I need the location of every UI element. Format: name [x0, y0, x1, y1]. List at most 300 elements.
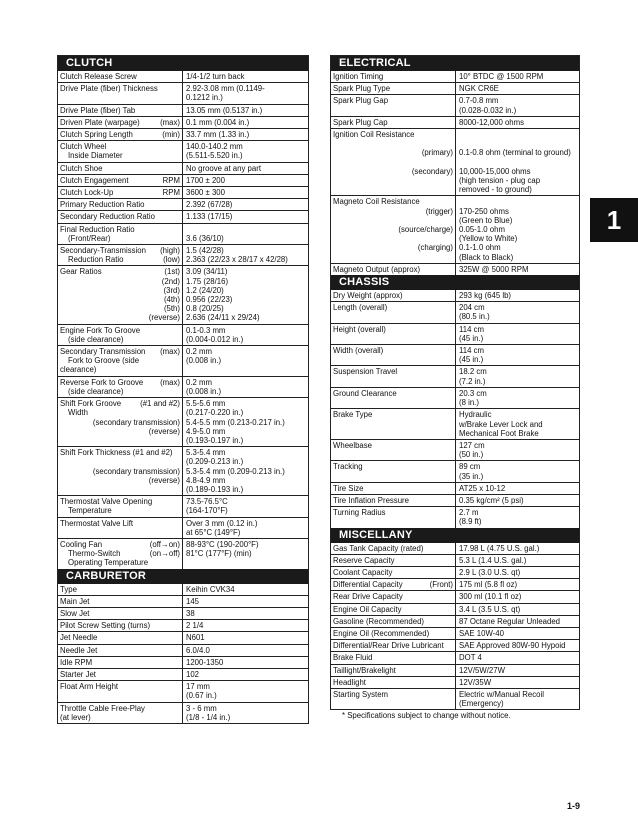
spec-label	[58, 129, 183, 140]
spec-label-text: Suspension Travel	[333, 367, 398, 377]
spec-value: 300 ml (10.1 fl oz)	[459, 592, 522, 602]
spec-label-text	[333, 139, 335, 148]
spec-label-line	[333, 130, 453, 139]
spec-label-qualifier: (5th)	[163, 304, 180, 314]
spec-value: 114 cm (45 in.)	[459, 346, 484, 365]
spec-label	[58, 703, 183, 723]
spec-label	[58, 681, 183, 701]
spec-label-qualifier: (reverse)	[148, 426, 180, 436]
spec-label-line	[60, 313, 180, 322]
spec-label	[58, 83, 183, 103]
page-number: 1-9	[567, 801, 581, 811]
spec-label-line	[60, 549, 180, 558]
spec-label-line	[60, 234, 180, 243]
spec-row	[58, 198, 308, 210]
spec-label-qualifier: (max)	[160, 347, 180, 357]
spec-value: 170-250 ohms (Green to Blue) 0.05-1.0 ohm (Yellow to White) 0.1-1.0 ohm (Black to Black)	[459, 206, 518, 262]
spec-label-qualifier: (low)	[163, 255, 180, 265]
spec-row	[58, 446, 308, 495]
spec-label-line	[333, 167, 453, 176]
spec-label-line	[60, 335, 180, 344]
spec-label-text: Thermo-Switch	[68, 549, 121, 559]
spec-label-line	[333, 367, 453, 376]
spec-label-line	[333, 508, 453, 517]
spec-label-text: Float Arm Height	[60, 682, 119, 692]
spec-label-text: Tracking	[333, 462, 363, 472]
spec-label	[331, 83, 456, 94]
section-header-miscellany	[331, 528, 579, 543]
spec-label-line	[333, 243, 453, 252]
spec-value: 38	[186, 608, 195, 618]
spec-label-text: Taillight/Brakelight	[333, 665, 396, 675]
spec-label-text: Thermostat Valve Lift	[60, 518, 134, 528]
spec-label-line	[333, 225, 453, 234]
spec-label	[58, 632, 183, 643]
spec-label-line	[60, 176, 180, 185]
spec-row	[331, 195, 579, 262]
spec-label-text	[333, 185, 335, 194]
spec-label	[58, 669, 183, 680]
spec-label-text: Height (overall)	[333, 324, 386, 334]
spec-label	[58, 187, 183, 198]
spec-row	[58, 607, 308, 619]
spec-label-line	[333, 678, 453, 687]
spec-label-line	[333, 234, 453, 243]
spec-label-line	[60, 378, 180, 387]
spec-value: 3 - 6 mm (1/8 - 1/4 in.)	[186, 703, 231, 722]
spec-label-line	[60, 164, 180, 173]
spec-row	[58, 376, 308, 397]
spec-label-text: Throttle Cable Free-Play	[60, 703, 145, 713]
spec-label	[58, 105, 183, 116]
spec-label-line	[60, 467, 180, 476]
spec-label	[331, 324, 456, 344]
spec-label-line	[60, 356, 180, 365]
spec-value: 5.3 L (1.4 U.S. gal.)	[459, 555, 527, 565]
spec-value: N601	[186, 633, 205, 643]
spec-label	[331, 345, 456, 365]
spec-label-line	[60, 286, 180, 295]
spec-label-text: Magneto Coil Resistance	[333, 197, 420, 207]
spec-row	[58, 324, 308, 345]
spec-label-line	[333, 158, 453, 167]
spec-label-qualifier: (reverse)	[148, 313, 180, 323]
spec-value: 0.1 mm (0.004 in.)	[186, 117, 250, 127]
spec-label-text: Clutch Shoe	[60, 163, 103, 173]
spec-label-text: (side clearance)	[68, 386, 124, 396]
spec-label	[58, 657, 183, 668]
spec-label	[58, 518, 183, 538]
spec-label-line	[60, 621, 180, 630]
spec-value: 33.7 mm (1.33 in.)	[186, 130, 250, 140]
spec-label-text	[333, 176, 335, 185]
spec-label-qualifier: (primary)	[421, 148, 453, 158]
spec-value: 8000-12,000 ohms	[459, 117, 525, 127]
spec-row	[58, 584, 308, 595]
spec-label-line	[333, 484, 453, 493]
spec-value: 1700 ± 200	[186, 175, 225, 185]
spec-label-text: Width (overall)	[333, 346, 384, 356]
spec-label-line	[333, 216, 453, 225]
spec-label-line	[333, 690, 453, 699]
spec-label-line	[60, 609, 180, 618]
spec-value: 3.6 (36/10)	[186, 233, 224, 243]
spec-label-line	[333, 197, 453, 206]
spec-label	[331, 440, 456, 460]
spec-row	[331, 408, 579, 439]
spec-label-text: Clutch Wheel	[60, 142, 107, 152]
spec-value: 145	[186, 596, 200, 606]
spec-label-text: Dry Weight (approx)	[333, 291, 403, 301]
spec-value: AT25 x 10-12	[459, 483, 506, 493]
spec-label-line	[333, 462, 453, 471]
spec-label-text: Drive Plate (fiber) Thickness	[60, 84, 158, 94]
spec-row	[58, 644, 308, 656]
spec-row	[58, 631, 308, 643]
spec-label	[331, 616, 456, 627]
spec-label-text: Shift Fork Groove	[60, 399, 122, 409]
spec-label-line	[333, 118, 453, 127]
spec-value: SAE 10W-40	[459, 628, 504, 638]
spec-label-text: Driven Plate (warpage)	[60, 117, 140, 127]
spec-label-text: Differential Capacity	[333, 580, 403, 590]
spec-label	[331, 483, 456, 494]
spec-label-line	[333, 291, 453, 300]
spec-label-line	[60, 142, 180, 151]
spec-row	[331, 590, 579, 602]
spec-label-line	[60, 118, 180, 127]
spec-label-qualifier: (1st)	[164, 267, 180, 277]
spec-label-text: Operating Temperature	[68, 558, 149, 568]
spec-label-line	[60, 365, 180, 374]
spec-label	[58, 224, 183, 244]
spec-value: No groove at any part	[186, 163, 261, 173]
spec-label	[58, 325, 183, 345]
spec-label-line	[333, 629, 453, 638]
spec-label-text: Length (overall)	[333, 303, 388, 313]
section-title: MISCELLANY	[339, 528, 413, 541]
spec-label-text: Final Reduction Ratio	[60, 224, 135, 234]
spec-row	[58, 186, 308, 198]
spec-label-line	[60, 713, 180, 722]
spec-label-text: Ignition Coil Resistance	[333, 130, 415, 140]
spec-label-text: Spark Plug Gap	[333, 96, 389, 106]
spec-label-line	[60, 448, 180, 457]
spec-label-line	[60, 506, 180, 515]
spec-value: 2.392 (67/28)	[186, 200, 233, 210]
spec-label-line	[333, 84, 453, 93]
spec-label	[331, 640, 456, 651]
spec-label-qualifier: (secondary)	[411, 166, 453, 176]
spec-label	[58, 199, 183, 210]
spec-value: NGK CR6E	[459, 84, 499, 94]
spec-label	[58, 608, 183, 619]
spec-row	[331, 387, 579, 408]
spec-label-text: Spark Plug Type	[333, 84, 391, 94]
spec-label-line	[60, 670, 180, 679]
spec-row	[58, 210, 308, 222]
spec-label	[58, 620, 183, 631]
spec-label-line	[60, 436, 180, 445]
spec-label	[331, 409, 456, 439]
spec-row	[331, 494, 579, 506]
spec-label	[331, 71, 456, 82]
spec-label-text: Slow Jet	[60, 608, 90, 618]
spec-label-line	[60, 585, 180, 594]
spec-label	[58, 398, 183, 446]
spec-row	[331, 290, 579, 301]
left-spec-column	[57, 55, 309, 724]
spec-label-text: Ignition Timing	[333, 72, 384, 81]
spec-label	[331, 117, 456, 128]
spec-value: 18.2 cm (7.2 in.)	[459, 367, 487, 386]
spec-label	[331, 567, 456, 578]
spec-label-qualifier: (trigger)	[425, 206, 453, 216]
spec-label-text	[60, 457, 62, 466]
spec-label-qualifier: (2nd)	[161, 276, 180, 286]
spec-label	[58, 539, 183, 569]
footnote: * Specifications subject to change without notice.	[342, 711, 511, 720]
spec-label-line	[60, 225, 180, 234]
spec-value: 12V/5W/27W	[459, 665, 505, 675]
spec-label	[331, 264, 456, 275]
section-title: CARBURETOR	[66, 569, 147, 582]
spec-label-line	[60, 347, 180, 356]
spec-label-text: Cooling Fan	[60, 539, 103, 549]
spec-label-qualifier: (max)	[160, 117, 180, 127]
spec-label-text: Engine Fork To Groove	[60, 325, 141, 335]
spec-label	[331, 652, 456, 663]
spec-label-text: Clutch Lock-Up	[60, 188, 114, 198]
spec-label-text: Primary Reduction Ratio	[60, 200, 145, 210]
spec-label-line	[333, 139, 453, 148]
spec-row	[331, 323, 579, 344]
spec-label-text: Fork to Groove (side	[68, 356, 140, 366]
spec-value: 17 mm (0.67 in.)	[186, 682, 217, 701]
spec-label	[331, 555, 456, 566]
spec-label-line	[60, 682, 180, 691]
spec-label-text: (at lever)	[60, 712, 91, 722]
spec-label	[58, 141, 183, 161]
spec-row	[58, 174, 308, 186]
spec-label-line	[333, 544, 453, 553]
spec-label-qualifier: (on→off)	[149, 549, 180, 559]
spec-row	[331, 71, 579, 82]
spec-value: 325W @ 5000 RPM	[459, 264, 529, 274]
spec-value: 0.1-0.8 ohm (terminal to ground) 10,000-15,000 ohms (high tension - plug cap removed - to ground)	[459, 148, 571, 195]
spec-row	[331, 615, 579, 627]
spec-label-line	[333, 185, 453, 194]
spec-label	[58, 596, 183, 607]
spec-label	[331, 290, 456, 301]
spec-label	[331, 591, 456, 602]
spec-label-line	[60, 200, 180, 209]
spec-label	[331, 579, 456, 590]
spec-value: SAE Approved 80W-90 Hypoid	[459, 641, 566, 651]
spec-value: 0.7-0.8 mm (0.028-0.032 in.)	[459, 96, 517, 115]
spec-label-text: Coolant Capacity	[333, 567, 393, 577]
spec-label-text: Width	[68, 408, 88, 418]
spec-label	[331, 677, 456, 688]
spec-label-line	[333, 641, 453, 650]
spec-label	[331, 129, 456, 195]
spec-label-line	[60, 408, 180, 417]
spec-row	[331, 566, 579, 578]
spec-label	[58, 117, 183, 128]
spec-label-line	[333, 96, 453, 105]
spec-label-text	[333, 234, 335, 243]
spec-value: 1/4-1/2 turn back	[186, 72, 245, 81]
spec-label-line	[60, 267, 180, 276]
spec-label-text: Pilot Screw Setting (turns)	[60, 621, 151, 631]
spec-value: 0.2 mm (0.008 in.)	[186, 377, 222, 396]
spec-label	[331, 366, 456, 386]
spec-value: 3.09 (34/11) 1.75 (28/16) 1.2 (24/20) 0.956 (22/23) 0.8 (20/25) 2.636 (24/11 x 29/24)	[186, 267, 260, 323]
section-table-chassis	[331, 290, 579, 527]
spec-row	[58, 71, 308, 82]
spec-label-text: Secondary Transmission	[60, 347, 146, 357]
spec-label-line	[333, 556, 453, 565]
spec-label	[331, 507, 456, 527]
spec-label-line	[333, 176, 453, 185]
spec-label-text: Magneto Output (approx)	[333, 264, 421, 274]
spec-label-qualifier: (source/charge)	[398, 225, 453, 235]
spec-label	[58, 346, 183, 376]
spec-label-text: Tire Inflation Pressure	[333, 495, 409, 505]
spec-label-text: Inside Diameter	[68, 151, 123, 161]
spec-label-line	[60, 326, 180, 335]
spec-value: 5.5-5.6 mm (0.217-0.220 in.) 5.4-5.5 mm (0.213-0.217 in.) 4.9-5.0 mm (0.193-0.197 in.)	[186, 399, 285, 445]
spec-label-text: Type	[60, 584, 77, 594]
spec-row	[331, 344, 579, 365]
spec-label-line	[60, 72, 180, 81]
spec-row	[58, 595, 308, 607]
spec-value: Keihin CVK34	[186, 584, 235, 594]
spec-label-line	[60, 84, 180, 93]
spec-label-qualifier: (off→on)	[149, 539, 180, 549]
spec-label-text: Starting System	[333, 689, 389, 699]
spec-row	[58, 223, 308, 244]
spec-label-text: Secondary-Transmission	[60, 246, 146, 256]
spec-value: 2.92-3.08 mm (0.1149- 0.1212 in.)	[186, 84, 265, 103]
spec-row	[331, 639, 579, 651]
spec-label	[331, 604, 456, 615]
spec-row	[58, 82, 308, 103]
section-table-clutch	[58, 71, 308, 569]
spec-label-text: Jet Needle	[60, 633, 98, 643]
spec-value: 127 cm (50 in.)	[459, 440, 485, 460]
spec-label-text	[333, 216, 335, 225]
spec-label-line	[333, 410, 453, 419]
spec-label-line	[60, 485, 180, 494]
spec-row	[58, 495, 308, 516]
spec-label-qualifier: RPM	[162, 188, 180, 198]
spec-label-text: Gear Ratios	[60, 267, 102, 277]
spec-label	[58, 645, 183, 656]
spec-label-text: (secondary transmission)	[92, 466, 180, 476]
spec-label-text: Brake Fluid	[333, 653, 373, 663]
section-header-carburetor	[58, 569, 308, 584]
spec-value: 0.1-0.3 mm (0.004-0.012 in.)	[186, 325, 244, 344]
spec-label-line	[60, 399, 180, 408]
spec-label-qualifier: (max)	[160, 377, 180, 387]
spec-label-text: Ground Clearance	[333, 388, 397, 398]
spec-label-text: (secondary transmission)	[92, 417, 180, 427]
spec-value: 17.98 L (4.75 U.S. gal.)	[459, 543, 540, 553]
spec-label	[58, 584, 183, 595]
spec-label-line	[60, 295, 180, 304]
spec-row	[58, 128, 308, 140]
spec-label-text: Drive Plate (fiber) Tab	[60, 105, 136, 115]
spec-label-line	[60, 658, 180, 667]
spec-row	[331, 603, 579, 615]
spec-row	[331, 263, 579, 275]
spec-label-qualifier: (reverse)	[148, 475, 180, 485]
spec-label-line	[60, 597, 180, 606]
spec-row	[58, 619, 308, 631]
spec-row	[58, 538, 308, 569]
section-title: CLUTCH	[66, 57, 113, 69]
spec-label-text	[333, 253, 335, 262]
spec-label	[331, 495, 456, 506]
spec-label-qualifier: (charging)	[417, 243, 453, 253]
spec-label-line	[333, 653, 453, 662]
section-title: CHASSIS	[339, 276, 390, 289]
spec-row	[58, 265, 308, 323]
spec-label-text: Shift Fork Thickness (#1 and #2)	[60, 448, 173, 458]
spec-row	[331, 506, 579, 527]
spec-label-line	[333, 303, 453, 312]
spec-value: 2 1/4	[186, 621, 204, 631]
spec-row	[331, 116, 579, 128]
spec-label-line	[333, 592, 453, 601]
spec-label-line	[60, 540, 180, 549]
spec-label-text: Engine Oil Capacity	[333, 604, 402, 614]
spec-label-text	[60, 485, 62, 494]
section-title: ELECTRICAL	[339, 57, 411, 69]
spec-row	[331, 554, 579, 566]
spec-row	[331, 365, 579, 386]
spec-label-text: clearance)	[60, 365, 97, 375]
spec-label-line	[333, 265, 453, 274]
spec-value: 1.133 (17/15)	[186, 212, 233, 222]
spec-value: 1200-1350	[186, 657, 224, 667]
spec-value: 6.0/4.0	[186, 645, 210, 655]
spec-label-line	[60, 558, 180, 567]
spec-label-line	[333, 580, 453, 589]
spec-label-line	[60, 387, 180, 396]
spec-label-line	[60, 304, 180, 313]
spec-label-qualifier: (high)	[160, 246, 180, 256]
spec-label-text	[333, 158, 335, 167]
spec-label-text: Reduction Ratio	[68, 255, 124, 265]
spec-row	[331, 664, 579, 676]
spec-label	[58, 266, 183, 323]
spec-row	[331, 482, 579, 494]
spec-label-text: Thermostat Valve Opening	[60, 497, 153, 507]
spec-row	[58, 140, 308, 161]
spec-label	[331, 543, 456, 554]
spec-label-text: Clutch Spring Length	[60, 130, 133, 140]
spec-row	[58, 345, 308, 376]
spec-label-text: Reserve Capacity	[333, 555, 395, 565]
spec-label	[331, 628, 456, 639]
spec-value: 0.2 mm (0.008 in.)	[186, 347, 222, 366]
spec-row	[58, 104, 308, 116]
spec-label-line	[60, 519, 180, 528]
spec-label-text: Turning Radius	[333, 508, 386, 518]
spec-value: 140.0-140.2 mm (5.511-5.520 in.)	[186, 142, 243, 161]
